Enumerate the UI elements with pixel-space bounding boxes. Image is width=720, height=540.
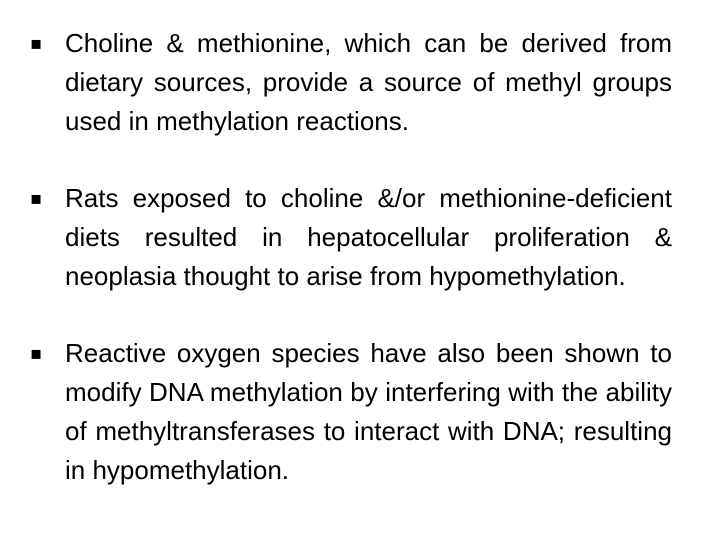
bullet-item [30, 24, 672, 141]
bullet-text: Reactive oxygen species have also been shown to modify DNA methylation by interfering with the ability of methyltransferases to interact with DNA; resulting in hypomethylation. [65, 338, 672, 485]
square-bullet-icon: ▪ [30, 343, 43, 364]
bullet-text: Choline & methionine, which can be derived from dietary sources, provide a source of methyl groups used in methylation reactions. [65, 28, 672, 136]
square-bullet-icon: ▪ [30, 33, 43, 54]
square-bullet-icon: ▪ [30, 188, 43, 209]
bullet-list [30, 24, 672, 490]
bullet-text: Rats exposed to choline &/or methionine-deficient diets resulted in hepatocellular proliferation & neoplasia thought to arise from hypomethylation. [65, 183, 672, 291]
bullet-item [30, 334, 672, 490]
bullet-item [30, 179, 672, 296]
